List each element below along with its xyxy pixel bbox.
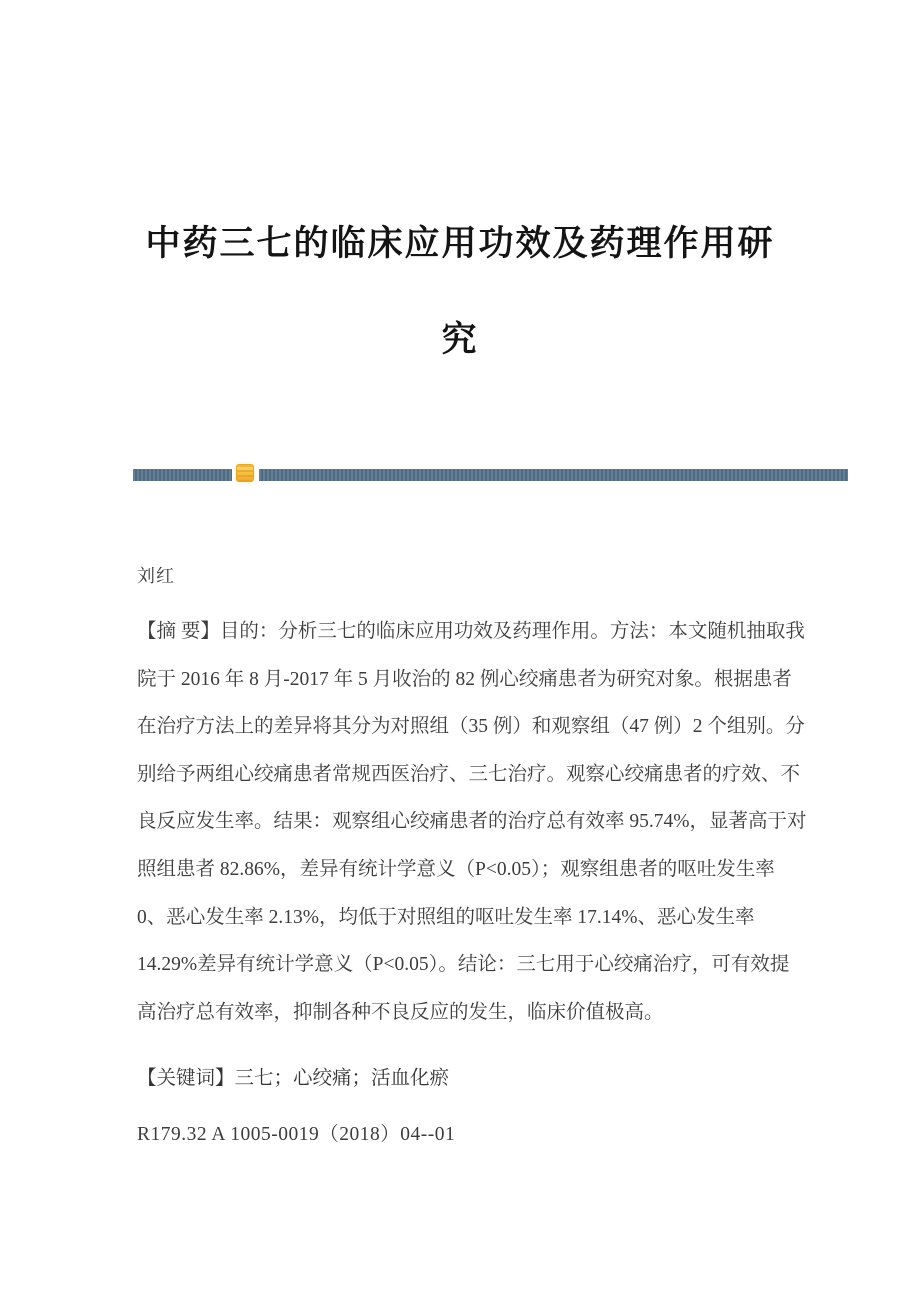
gold-ornament-icon (236, 464, 254, 482)
abstract-paragraph (137, 618, 817, 1046)
abstract-line: 0、恶心发生率 2.13%，均低于对照组的呕吐发生率 17.14%、恶心发生率 (137, 906, 755, 928)
abstract-line: 院于 2016 年 8 月-2017 年 5 月收治的 82 例心绞痛患者为研究对象。根据患者 (137, 668, 792, 690)
classification-code: R179.32 A 1005-0019（2018）04--01 (137, 1124, 456, 1145)
author-name: 刘红 (137, 566, 175, 586)
abstract-line: 14.29%差异有统计学意义（P<0.05）。结论：三七用于心绞痛治疗，可有效提 (137, 954, 790, 976)
keywords-line: 【关键词】三七；心绞痛；活血化瘀 (137, 1068, 450, 1089)
abstract-line: 在治疗方法上的差异将其分为对照组（35 例）和观察组（47 例）2 个组别。分 (137, 716, 805, 738)
abstract-line: 别给予两组心绞痛患者常规西医治疗、三七治疗。观察心绞痛患者的疗效、不 (137, 763, 801, 785)
page-title-line2: 究 (441, 320, 479, 359)
divider-bar-left (133, 469, 232, 481)
divider-bar-right (259, 469, 848, 481)
abstract-line: 高治疗总有效率，抑制各种不良反应的发生，临床价值极高。 (137, 1001, 664, 1023)
abstract-line: 良反应发生率。结果：观察组心绞痛患者的治疗总有效率 95.74%，显著高于对 (137, 811, 807, 833)
abstract-line: 照组患者 82.86%，差异有统计学意义（P<0.05）；观察组患者的呕吐发生率 (137, 858, 775, 880)
abstract-line: 【摘 要】目的：分析三七的临床应用功效及药理作用。方法：本文随机抽取我 (137, 621, 805, 642)
page-title-line1: 中药三七的临床应用功效及药理作用研 (145, 224, 775, 263)
